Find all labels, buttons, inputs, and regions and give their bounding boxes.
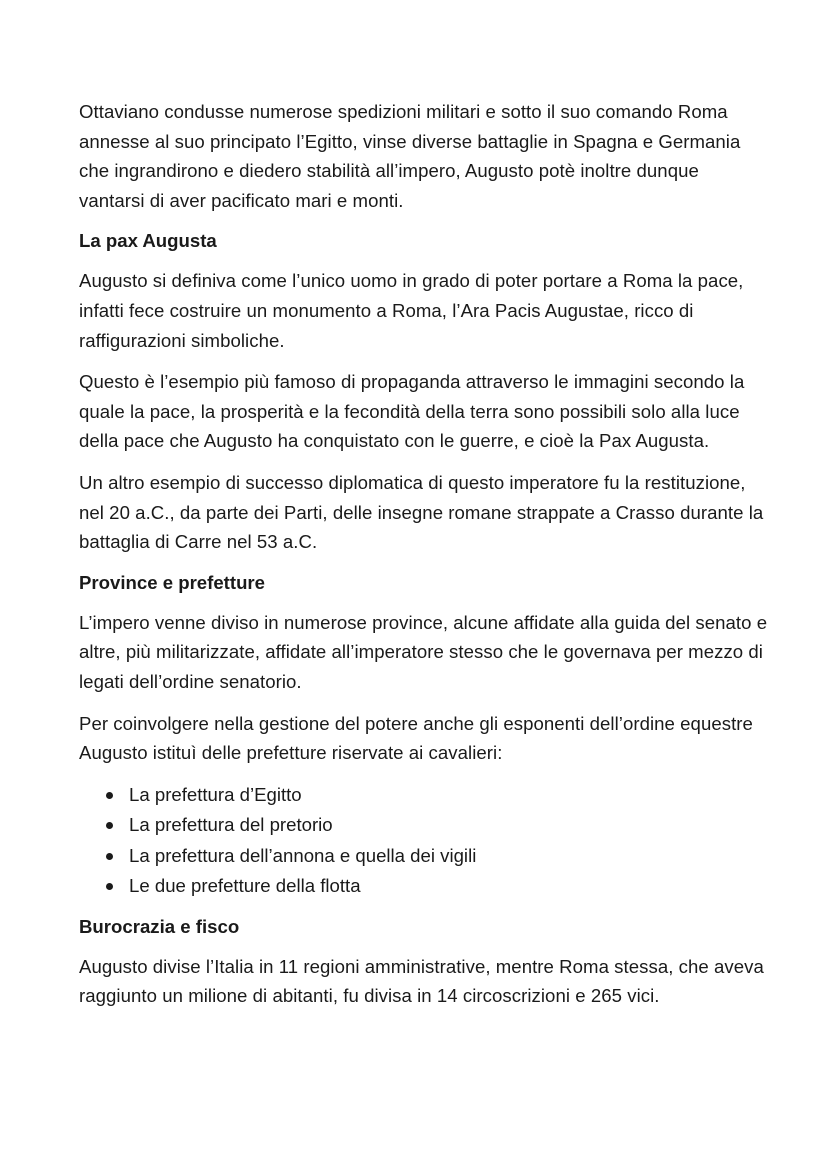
paragraph-parti: Un altro esempio di successo diplomatica di questo imperatore fu la restituzione, nel 20 a.C., da parte dei Parti, delle insegne romane strappate a Crasso durante la battaglia di Carre nel 53 a.C. [79,471,764,553]
paragraph-ara-pacis: Augusto si definiva come l’unico uomo in grado di poter portare a Roma la pace, infatti fece costruire un monumento a Roma, l’Ara Pacis Augustae, ricco di raffigurazioni simboliche. [79,270,744,351]
list-item-text: La prefettura del pretorio [129,814,333,836]
document-body [79,97,769,1023]
paragraph-prefetture: Per coinvolgere nella gestione del potere anche gli esponenti dell’ordine equestre Augusto istituì delle prefetture riservate ai cavalieri: [79,712,753,764]
bullet-icon [106,883,113,890]
prefetture-list [79,780,769,902]
paragraph-ottaviano: Ottaviano condusse numerose spedizioni militari e sotto il suo comando Roma annesse al suo principato l’Egitto, vinse diverse battaglie in Spagna e Germania che ingrandirono e diedero stabilità all’impero, Augusto potè inoltre dunque vantarsi di aver pacificato mari e monti. [79,101,741,211]
list-item-text: La prefettura dell’annona e quella dei vigili [129,844,477,866]
heading-burocrazia: Burocrazia e fisco [79,915,240,937]
list-item [79,780,769,811]
heading-province: Province e prefetture [79,571,266,593]
list-item [79,810,769,841]
bullet-icon [106,853,113,860]
list-item [79,841,769,872]
paragraph-regioni: Augusto divise l’Italia in 11 regioni amministrative, mentre Roma stessa, che aveva raggiunto un milione di abitanti, fu divisa in 14 circoscrizioni e 265 vici. [79,955,764,1007]
heading-pax-augusta: La pax Augusta [79,230,217,252]
bullet-icon [106,792,113,799]
bullet-icon [106,822,113,829]
list-item-text: La prefettura d’Egitto [129,783,302,805]
list-item [79,871,769,902]
paragraph-propaganda: Questo è l’esempio più famoso di propaganda attraverso le immagini secondo la quale la pace, la prosperità e la fecondità della terra sono possibili solo alla luce della pace che Augusto ha conquistato con le guerre, e cioè la Pax Augusta. [79,371,745,452]
list-item-text: Le due prefetture della flotta [129,875,361,897]
paragraph-province: L’impero venne diviso in numerose province, alcune affidate alla guida del senato e altre, più militarizzate, affidate all’imperatore stesso che le governava per mezzo di legati dell’ordine senatorio. [79,611,768,692]
